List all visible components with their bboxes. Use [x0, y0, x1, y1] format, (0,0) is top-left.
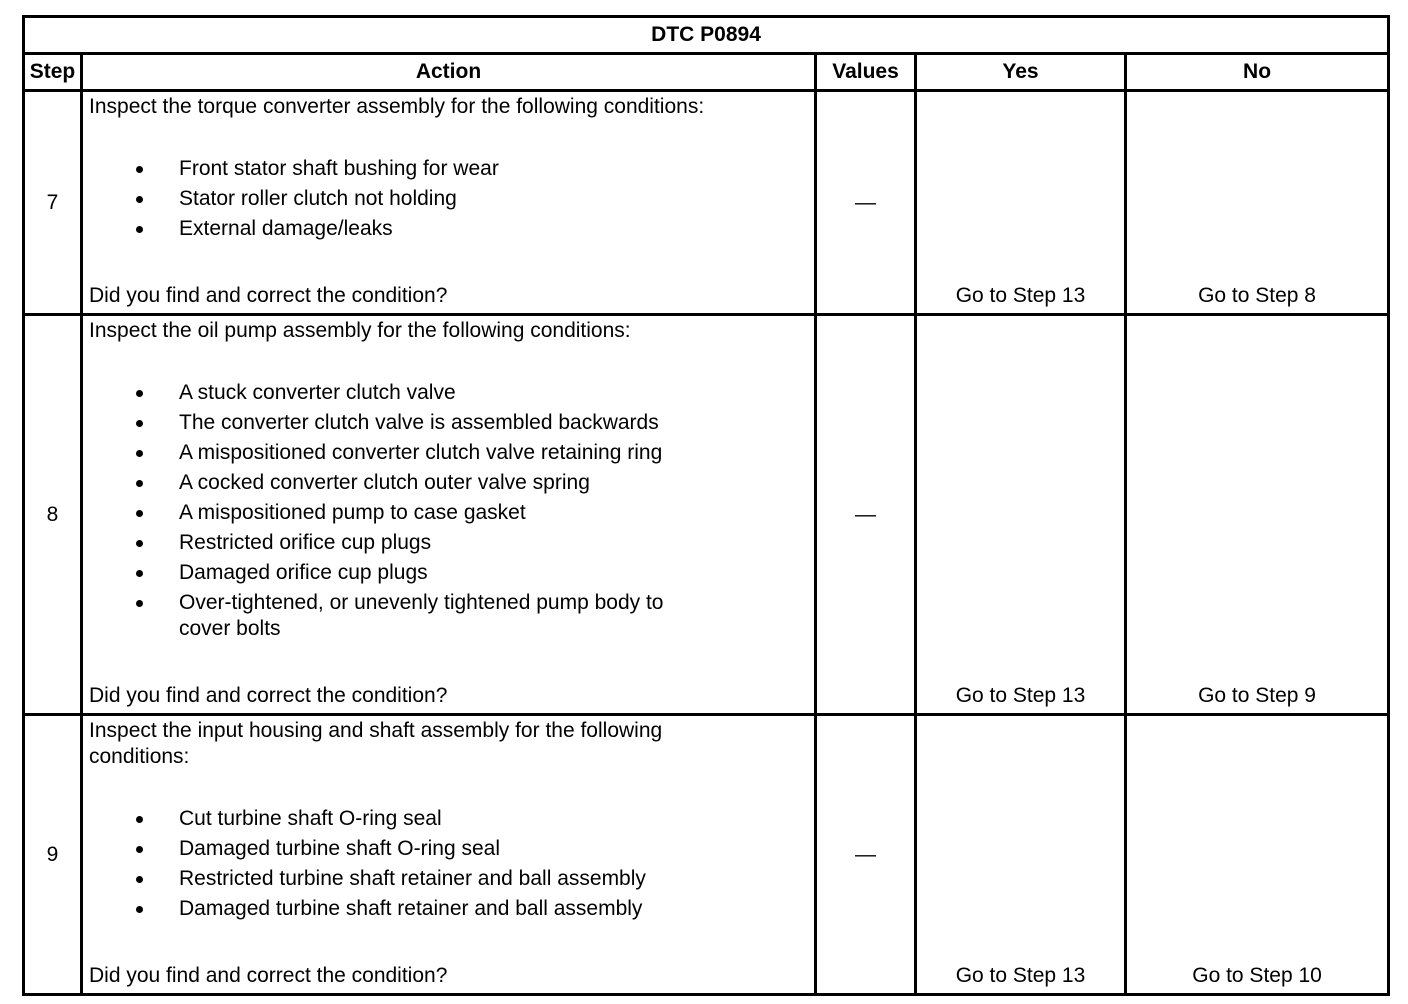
list-item: A stuck converter clutch valve — [89, 378, 808, 408]
step-number: 8 — [24, 315, 82, 715]
list-item: Restricted turbine shaft retainer and ball assembly — [89, 864, 808, 894]
list-item: A cocked converter clutch outer valve spring — [89, 468, 808, 498]
list-item: Damaged turbine shaft O-ring seal — [89, 834, 808, 864]
action-cell — [82, 715, 816, 995]
condition-list — [89, 154, 808, 244]
list-item: A mispositioned pump to case gasket — [89, 498, 808, 528]
value-cell: — — [816, 91, 916, 315]
list-item: Damaged orifice cup plugs — [89, 558, 808, 588]
yes-cell: Go to Step 13 — [916, 91, 1126, 315]
action-cell — [82, 315, 816, 715]
header-no: No — [1126, 54, 1389, 91]
list-item: Damaged turbine shaft retainer and ball assembly — [89, 894, 808, 924]
diagnostic-table — [22, 15, 1390, 996]
table-title: DTC P0894 — [24, 17, 1389, 54]
step-number: 7 — [24, 91, 82, 315]
value-cell: — — [816, 715, 916, 995]
list-item: External damage/leaks — [89, 214, 808, 244]
list-item: The converter clutch valve is assembled backwards — [89, 408, 808, 438]
list-item: A mispositioned converter clutch valve retaining ring — [89, 438, 808, 468]
header-values: Values — [816, 54, 916, 91]
list-item: Stator roller clutch not holding — [89, 184, 808, 214]
yes-cell: Go to Step 13 — [916, 315, 1126, 715]
action-question: Did you find and correct the condition? — [89, 684, 448, 707]
action-intro: Inspect the input housing and shaft assembly for the following conditions: — [89, 719, 663, 768]
list-item: Restricted orifice cup plugs — [89, 528, 808, 558]
condition-list — [89, 378, 808, 642]
value-cell: — — [816, 315, 916, 715]
no-cell: Go to Step 8 — [1126, 91, 1389, 315]
header-action: Action — [82, 54, 816, 91]
action-question: Did you find and correct the condition? — [89, 284, 448, 307]
list-item: Over-tightened, or unevenly tightened pump body to cover bolts — [89, 588, 699, 642]
no-cell: Go to Step 10 — [1126, 715, 1389, 995]
action-intro: Inspect the torque converter assembly for the following conditions: — [89, 95, 705, 118]
header-step: Step — [24, 54, 82, 91]
action-intro: Inspect the oil pump assembly for the following conditions: — [89, 319, 631, 342]
list-item: Front stator shaft bushing for wear — [89, 154, 808, 184]
action-cell — [82, 91, 816, 315]
table-row — [24, 315, 1389, 715]
condition-list — [89, 804, 808, 924]
no-cell: Go to Step 9 — [1126, 315, 1389, 715]
list-item: Cut turbine shaft O-ring seal — [89, 804, 808, 834]
step-number: 9 — [24, 715, 82, 995]
action-question: Did you find and correct the condition? — [89, 964, 448, 987]
yes-cell: Go to Step 13 — [916, 715, 1126, 995]
table-row — [24, 715, 1389, 995]
header-yes: Yes — [916, 54, 1126, 91]
table-row — [24, 91, 1389, 315]
